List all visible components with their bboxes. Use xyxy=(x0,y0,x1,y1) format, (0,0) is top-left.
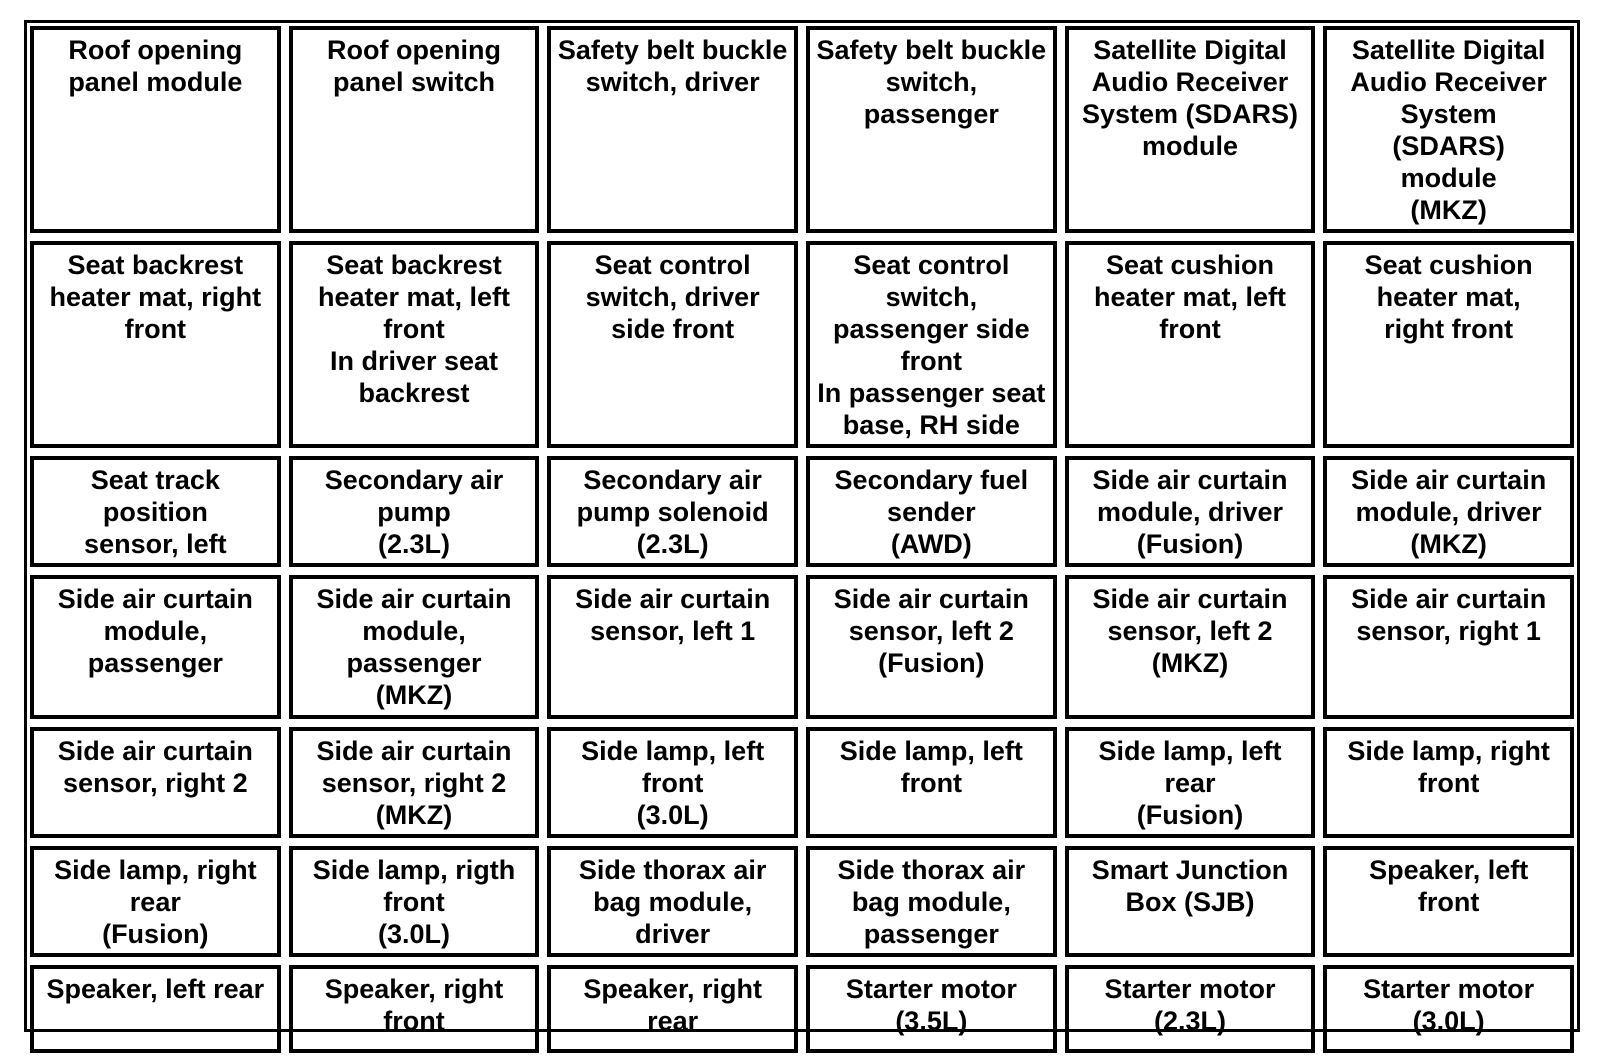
table-cell: Speaker, left rear xyxy=(30,965,281,1053)
table-cell: Safety belt buckle switch, driver xyxy=(547,26,798,233)
table-cell: Roof opening panel module xyxy=(30,26,281,233)
table-cell: Side lamp, left front xyxy=(806,727,1057,838)
table-cell: Speaker, right front xyxy=(289,965,540,1053)
table-cell: Side air curtain sensor, right 2 (MKZ) xyxy=(289,727,540,838)
table-cell: Seat control switch, passenger side front In passenger seat base, RH side xyxy=(806,241,1057,448)
table-cell: Speaker, right rear xyxy=(547,965,798,1053)
table-cell: Starter motor (3.5L) xyxy=(806,965,1057,1053)
table-cell: Side air curtain sensor, left 2 (MKZ) xyxy=(1065,575,1316,719)
table-cell: Smart Junction Box (SJB) xyxy=(1065,846,1316,957)
table-cell: Seat backrest heater mat, left front In driver seat backrest xyxy=(289,241,540,448)
table-cell: Side thorax air bag module, passenger xyxy=(806,846,1057,957)
table-cell: Side lamp, right front xyxy=(1323,727,1574,838)
table-cell: Side thorax air bag module, driver xyxy=(547,846,798,957)
table-cell: Side lamp, left front (3.0L) xyxy=(547,727,798,838)
table-cell: Side lamp, rigth front (3.0L) xyxy=(289,846,540,957)
table-cell: Side lamp, right rear (Fusion) xyxy=(30,846,281,957)
table-cell: Secondary air pump solenoid (2.3L) xyxy=(547,456,798,567)
table-cell: Safety belt buckle switch, passenger xyxy=(806,26,1057,233)
table-cell: Satellite Digital Audio Receiver System (SDARS) module xyxy=(1065,26,1316,233)
table-cell: Side air curtain module, passenger (MKZ) xyxy=(289,575,540,719)
table-cell: Side air curtain module, driver (Fusion) xyxy=(1065,456,1316,567)
table-cell: Side air curtain sensor, right 2 xyxy=(30,727,281,838)
table-cell: Side air curtain sensor, left 1 xyxy=(547,575,798,719)
table-cell: Secondary fuel sender (AWD) xyxy=(806,456,1057,567)
table-cell: Speaker, left front xyxy=(1323,846,1574,957)
table-cell: Seat cushion heater mat, left front xyxy=(1065,241,1316,448)
table-cell: Roof opening panel switch xyxy=(289,26,540,233)
component-grid xyxy=(30,26,1574,1036)
table-cell: Side air curtain module, passenger xyxy=(30,575,281,719)
table-cell: Side air curtain sensor, right 1 xyxy=(1323,575,1574,719)
table-cell: Seat backrest heater mat, right front xyxy=(30,241,281,448)
table-cell: Side air curtain module, driver (MKZ) xyxy=(1323,456,1574,567)
table-cell: Satellite Digital Audio Receiver System (SDARS) module (MKZ) xyxy=(1323,26,1574,233)
component-table xyxy=(24,20,1580,1036)
table-cell: Seat track position sensor, left xyxy=(30,456,281,567)
table-cell: Seat control switch, driver side front xyxy=(547,241,798,448)
table-cell: Starter motor (3.0L) xyxy=(1323,965,1574,1053)
table-cell: Side lamp, left rear (Fusion) xyxy=(1065,727,1316,838)
table-cell: Secondary air pump (2.3L) xyxy=(289,456,540,567)
table-cell: Side air curtain sensor, left 2 (Fusion) xyxy=(806,575,1057,719)
table-cell: Seat cushion heater mat, right front xyxy=(1323,241,1574,448)
table-cell: Starter motor (2.3L) xyxy=(1065,965,1316,1053)
